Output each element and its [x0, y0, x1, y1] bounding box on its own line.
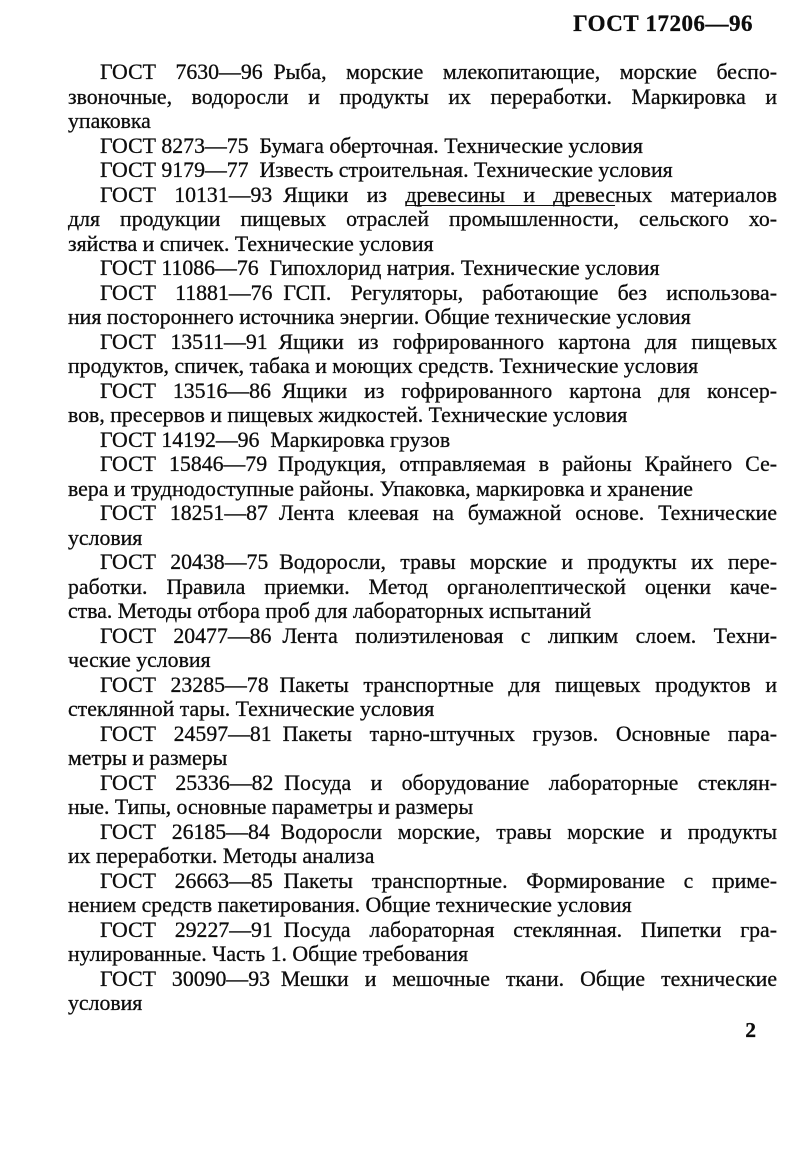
text-line: ГОСТ 23285—78 Пакеты транспортные для пищевых продуктов и	[100, 672, 777, 697]
standard-entry	[68, 330, 777, 379]
text-line: ГОСТ 24597—81 Пакеты тарно-штучных грузов. Основные пара-	[100, 721, 777, 746]
running-head: ГОСТ 17206—96	[573, 11, 753, 36]
standard-entry	[68, 820, 777, 869]
text-line: ГОСТ 20438—75 Водоросли, травы морские и продукты их пере-	[100, 550, 777, 574]
text-line: ГОСТ 9179—77 Известь строительная. Технические условия	[100, 158, 673, 182]
text-line: условия	[68, 525, 143, 550]
text-line: ГОСТ 11086—76 Гипохлорид натрия. Технические условия	[100, 256, 660, 280]
standards-list	[68, 60, 777, 1016]
text-line: ческие условия	[68, 648, 211, 672]
text-line: ГОСТ 18251—87 Лента клеевая на бумажной основе. Технические	[100, 501, 777, 525]
standard-entry	[68, 379, 777, 428]
text-line: ГОСТ 13516—86 Ящики из гофрированного картона для консер-	[100, 378, 777, 403]
text-line: ГОСТ 29227—91 Посуда лабораторная стеклянная. Пипетки гра-	[100, 917, 777, 942]
text-line: работки. Правила приемки. Метод органолептической оценки каче-	[68, 574, 777, 599]
standard-entry	[68, 428, 777, 453]
text-line: ния постороннего источника энергии. Общие технические условия	[68, 305, 691, 329]
standard-entry	[68, 501, 777, 550]
text-line: ГОСТ 7630—96 Рыба, морские млекопитающие, морские беспо-	[100, 60, 777, 84]
text-line: вера и труднодоступные районы. Упаковка, маркировка и хранение	[68, 476, 693, 501]
text-line: вов, пресервов и пищевых жидкостей. Технические условия	[68, 403, 628, 427]
standard-entry	[68, 550, 777, 624]
underline-mark: древесины и древес	[405, 182, 616, 207]
standard-entry	[68, 134, 777, 159]
text-line: ГОСТ 20477—86 Лента полиэтиленовая с липким слоем. Техни-	[100, 623, 777, 648]
text-line: ГОСТ 26185—84 Водоросли морские, травы морские и продукты	[100, 819, 777, 844]
standard-entry	[68, 452, 777, 501]
text-line: ГОСТ 26663—85 Пакеты транспортные. Формирование с приме-	[100, 868, 777, 893]
text-line: продуктов, спичек, табака и моющих средств. Технические условия	[68, 354, 699, 378]
standard-entry	[68, 918, 777, 967]
text-line: стеклянной тары. Технические условия	[68, 697, 435, 721]
text-line: метры и размеры	[68, 746, 228, 770]
text-line: ГОСТ 30090—93 Мешки и мешочные ткани. Общие технические	[100, 966, 777, 991]
standard-entry	[68, 183, 777, 257]
page-number: 2	[745, 1018, 756, 1042]
standard-entry	[68, 60, 777, 134]
standard-entry	[68, 722, 777, 771]
standard-entry	[68, 771, 777, 820]
text-line: ные. Типы, основные параметры и размеры	[68, 795, 474, 819]
standard-entry	[68, 158, 777, 183]
text-line: ГОСТ 15846—79 Продукция, отправляемая в районы Крайнего Се-	[100, 452, 777, 476]
text-line: упаковка	[68, 109, 151, 133]
text-line: ства. Методы отбора проб для лабораторных испытаний	[68, 599, 592, 623]
text-line: зяйства и спичек. Технические условия	[68, 231, 434, 256]
standard-entry	[68, 624, 777, 673]
text-line: ГОСТ 11881—76 ГСП. Регуляторы, работающие без использова-	[100, 280, 777, 305]
standard-entry	[68, 673, 777, 722]
text-line: ГОСТ 13511—91 Ящики из гофрированного картона для пищевых	[100, 329, 777, 354]
text-line: условия	[68, 991, 143, 1015]
standard-entry	[68, 256, 777, 281]
standard-entry	[68, 869, 777, 918]
standard-entry	[68, 281, 777, 330]
text-line: нулированные. Часть 1. Общие требования	[68, 942, 469, 966]
text-line: нением средств пакетирования. Общие технические условия	[68, 893, 632, 917]
text-line: ГОСТ 10131—93 Ящики из древесины и древесных материалов	[100, 182, 777, 207]
text-line: ГОСТ 14192—96 Маркировка грузов	[100, 427, 451, 452]
text-line: для продукции пищевых отраслей промышленности, сельского хо-	[68, 207, 777, 231]
text-line: их переработки. Методы анализа	[68, 844, 375, 868]
text-line: ГОСТ 25336—82 Посуда и оборудование лабораторные стеклян-	[100, 770, 777, 795]
text-line: ГОСТ 8273—75 Бумага оберточная. Технические условия	[100, 133, 643, 158]
standard-entry	[68, 967, 777, 1016]
text-line: звоночные, водоросли и продукты их переработки. Маркировка и	[68, 84, 777, 109]
